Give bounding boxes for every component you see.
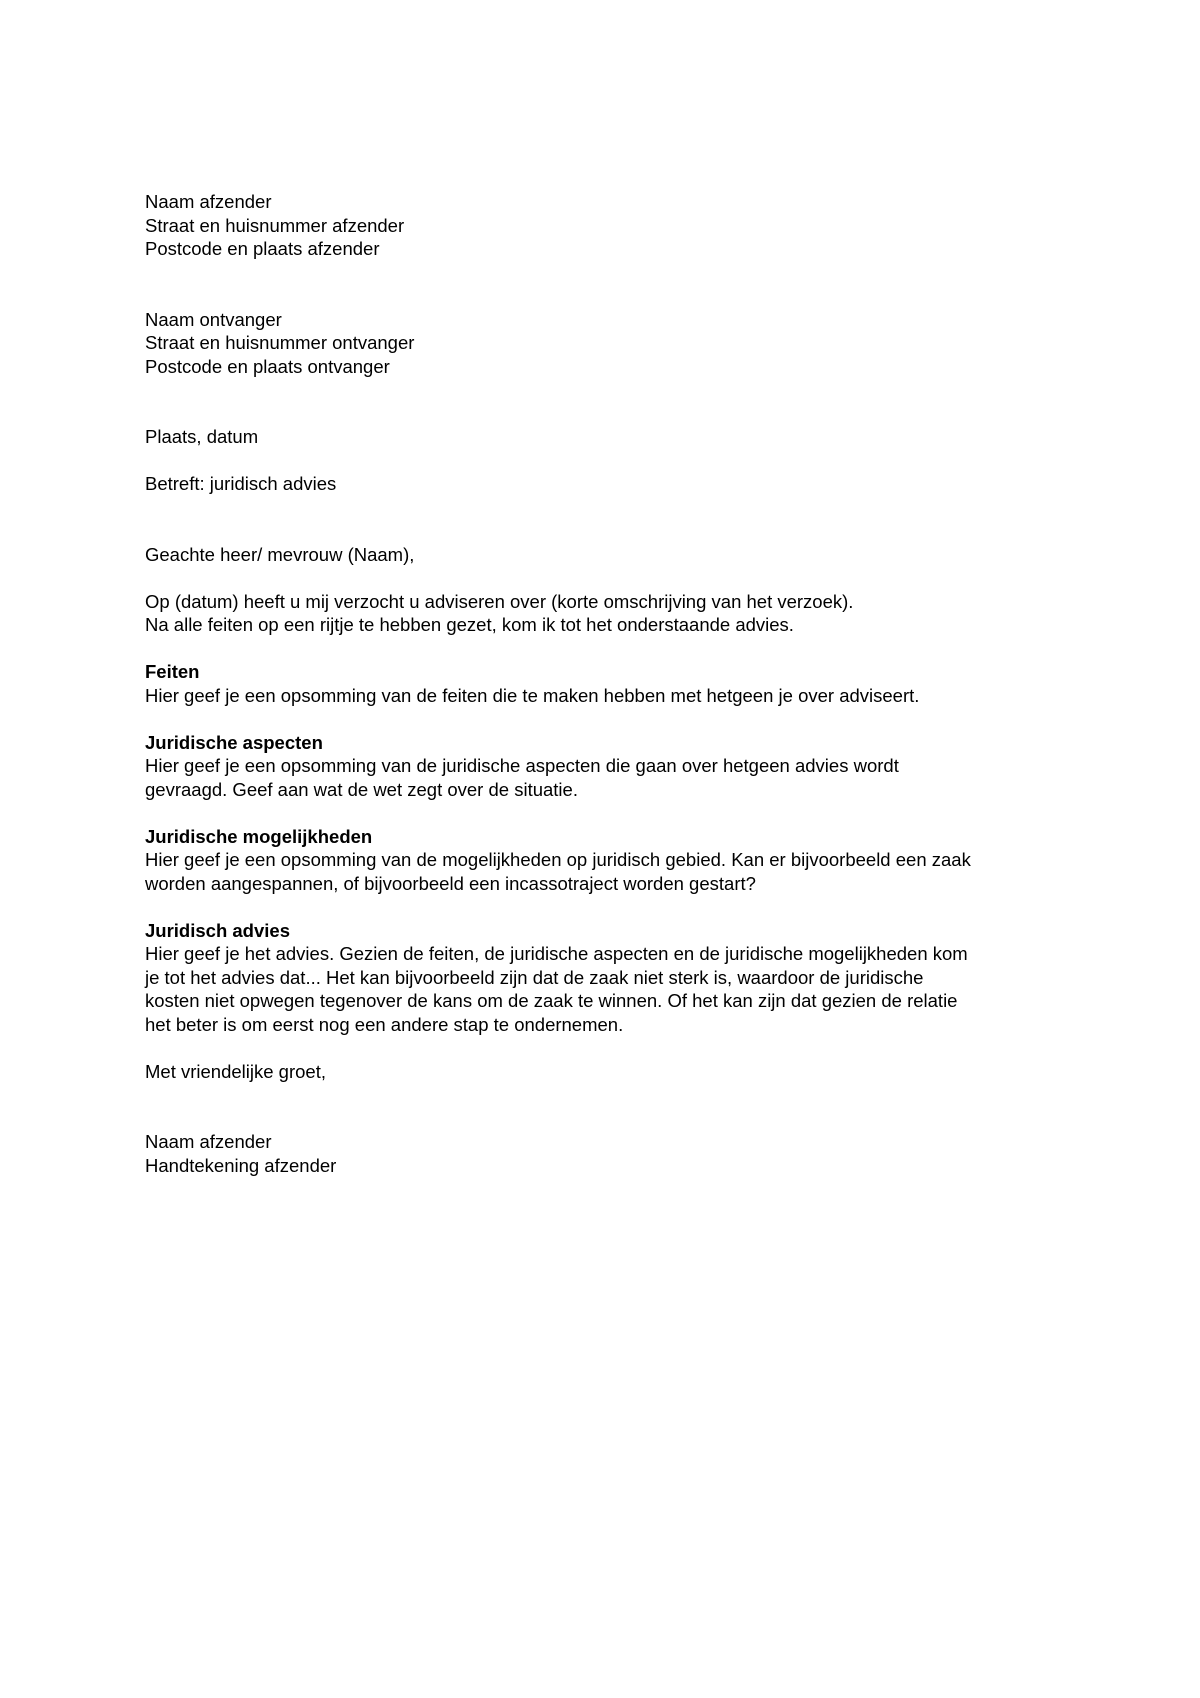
closing: Met vriendelijke groet, (145, 1060, 326, 1082)
spacer (145, 707, 1065, 731)
sender-street: Straat en huisnummer afzender (145, 214, 405, 236)
signature-name: Naam afzender (145, 1131, 272, 1152)
spacer (145, 566, 1065, 590)
section-heading: Juridische mogelijkheden (145, 825, 373, 847)
section-line: Hier geef je een opsomming van de juridische aspecten die gaan over hetgeen advies wordt (145, 755, 899, 776)
spacer (145, 637, 1065, 661)
spacer (145, 496, 1065, 543)
spacer (145, 1083, 1065, 1130)
section-line: kosten niet opwegen tegenover de kans om de zaak te winnen. Of het kan zijn dat gezien de relatie (145, 990, 958, 1011)
section-heading: Feiten (145, 661, 200, 682)
spacer (145, 1036, 1065, 1060)
intro-paragraph (145, 590, 1065, 637)
subject-line: Betreft: juridisch advies (145, 473, 337, 494)
sender-city: Postcode en plaats afzender (145, 238, 380, 259)
intro-line: Na alle feiten op een rijtje te hebben gezet, kom ik tot het onderstaande advies. (145, 614, 794, 635)
spacer (145, 449, 1065, 473)
section-line: gevraagd. Geef aan wat de wet zegt over de situatie. (145, 778, 578, 800)
letter-page (145, 190, 1065, 1177)
recipient-city: Postcode en plaats ontvanger (145, 355, 390, 377)
section-heading: Juridische aspecten (145, 731, 323, 753)
sender-block (145, 190, 1065, 261)
sender-name: Naam afzender (145, 191, 272, 212)
section-line: Hier geef je een opsomming van de mogelijkheden op juridisch gebied. Kan er bijvoorbeeld een zaak (145, 849, 971, 870)
recipient-block (145, 308, 1065, 379)
section-line: je tot het advies dat... Het kan bijvoorbeeld zijn dat de zaak niet sterk is, waardoor de juridische (145, 966, 924, 988)
spacer (145, 261, 1065, 308)
section-line: worden aangespannen, of bijvoorbeeld een incassotraject worden gestart? (145, 872, 756, 894)
section-juridische-aspecten (145, 731, 1065, 802)
section-line: het beter is om eerst nog een andere stap te ondernemen. (145, 1013, 624, 1035)
spacer (145, 801, 1065, 825)
place-date: Plaats, datum (145, 426, 259, 447)
section-juridisch-advies (145, 919, 1065, 1037)
section-line: Hier geef je een opsomming van de feiten die te maken hebben met hetgeen je over adviseert. (145, 684, 920, 706)
spacer (145, 895, 1065, 919)
spacer (145, 378, 1065, 425)
section-line: Hier geef je het advies. Gezien de feiten, de juridische aspecten en de juridische mogelijkheden kom (145, 943, 968, 964)
section-heading: Juridisch advies (145, 919, 290, 941)
section-juridische-mogelijkheden (145, 825, 1065, 896)
section-feiten (145, 660, 1065, 707)
intro-line: Op (datum) heeft u mij verzocht u adviseren over (korte omschrijving van het verzoek). (145, 590, 854, 612)
recipient-street: Straat en huisnummer ontvanger (145, 332, 415, 353)
salutation: Geachte heer/ mevrouw (Naam), (145, 543, 415, 565)
signature-sign: Handtekening afzender (145, 1154, 337, 1176)
signature-block (145, 1130, 1065, 1177)
recipient-name: Naam ontvanger (145, 308, 282, 330)
